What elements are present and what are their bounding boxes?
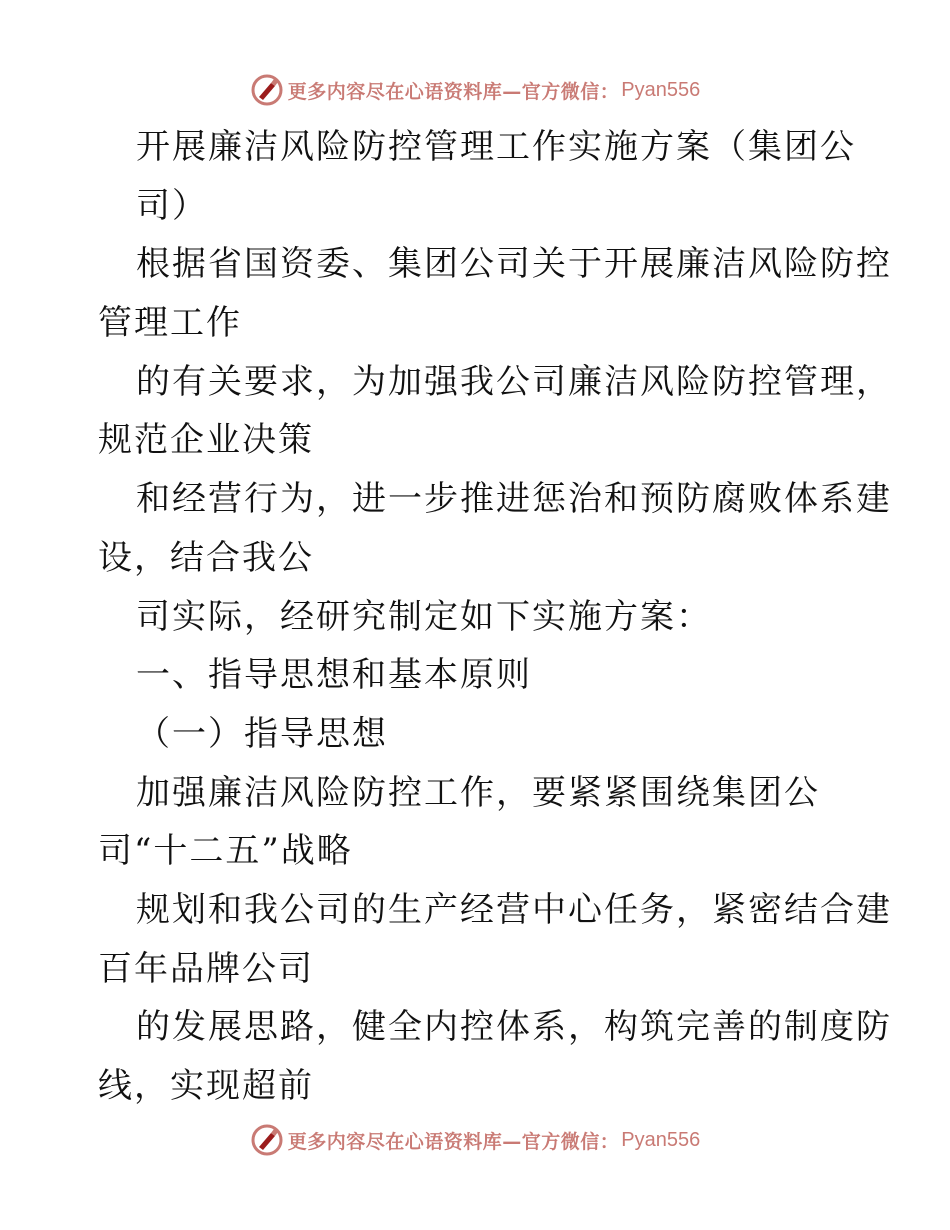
- paragraph-line: 管理工作: [98, 303, 242, 344]
- paragraph-line: 规范企业决策: [98, 420, 314, 461]
- paragraph-line: 和经营行为，进一步推进惩治和预防腐败体系建: [136, 479, 892, 520]
- paragraph-line: 百年品牌公司: [98, 948, 314, 989]
- paragraph-line: 司实际，经研究制定如下实施方案：: [136, 596, 712, 637]
- paragraph-line: 根据省国资委、集团公司关于开展廉洁风险防控: [136, 244, 892, 285]
- section-heading: 一、指导思想和基本原则: [136, 655, 532, 696]
- paragraph-line: 规划和我公司的生产经营中心任务，紧密结合建: [136, 889, 892, 930]
- subsection-heading: （一）指导思想: [136, 713, 388, 754]
- document-title-line-1: 开展廉洁风险防控管理工作实施方案（集团公: [136, 127, 856, 167]
- watermark-wechat-id: Pyan556: [621, 78, 701, 101]
- paragraph-line: 线，实现超前: [98, 1066, 314, 1106]
- paragraph-line: 司“十二五”战略: [98, 831, 353, 872]
- header-watermark: [0, 70, 950, 110]
- paragraph-line: 的发展思路，健全内控体系，构筑完善的制度防: [136, 1007, 892, 1048]
- pen-logo-icon: [250, 1123, 284, 1157]
- watermark-text: 更多内容尽在心语资料库—官方微信：: [287, 1130, 620, 1153]
- paragraph-line: 设，结合我公: [98, 537, 314, 578]
- footer-watermark: [0, 1120, 950, 1160]
- pen-logo-icon: [250, 73, 284, 107]
- watermark-text: 更多内容尽在心语资料库—官方微信：: [287, 80, 620, 103]
- paragraph-line: 加强廉洁风险防控工作，要紧紧围绕集团公: [136, 772, 820, 813]
- watermark-wechat-id: Pyan556: [621, 1128, 701, 1151]
- paragraph-line: 的有关要求，为加强我公司廉洁风险防控管理，: [136, 361, 892, 402]
- document-title-line-2: 司）: [136, 185, 208, 226]
- document-body: [98, 118, 892, 1116]
